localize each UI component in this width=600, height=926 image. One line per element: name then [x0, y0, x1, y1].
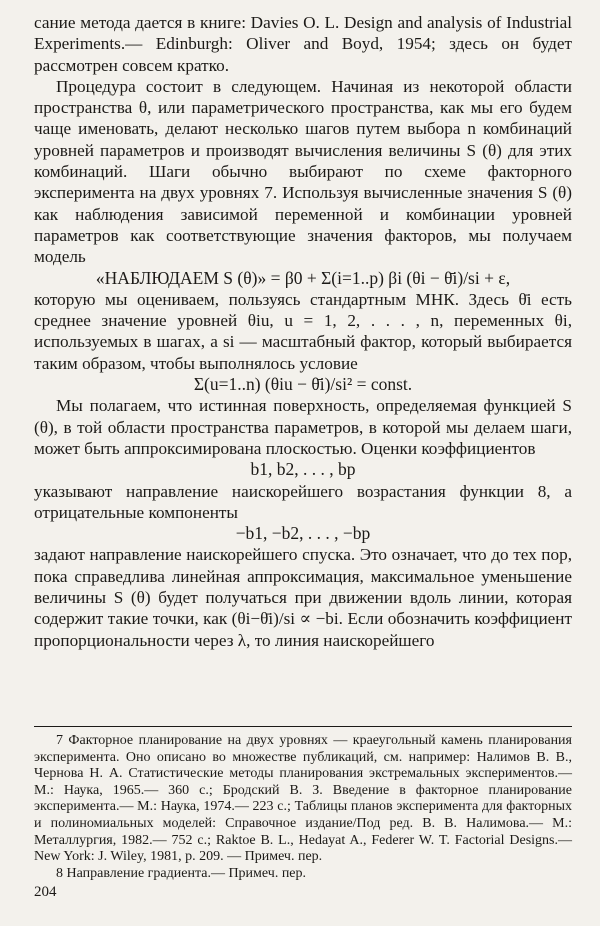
page-number: 204	[34, 884, 57, 900]
paragraph-6: задают направление наискорейшего спуска. Это означает, что до тех пор, пока справедлива линейная аппроксимация, максимальное уменьшение величины S (θ) будет получаться при движении вдоль линии, которая содержит такие точки, как (θi−θ̄i)/si ∝ −bi. Если обозначить коэффициент пропорциональности через λ, то линия наискорейшего	[34, 545, 572, 650]
footnote-8: 8 Направление градиента.— Примеч. пер.	[56, 865, 307, 881]
negative-coefficients-text: −b1, −b2, . . . , −bp	[235, 523, 371, 544]
main-text	[34, 12, 572, 651]
paragraph-5: указывают направление наискорейшего возрастания функции 8, а отрицательные компоненты	[34, 481, 572, 522]
coefficients-formula-text: b1, b2, . . . , bp	[250, 459, 356, 480]
model-formula-text: «НАБЛЮДАЕМ S (θ)» = β0 + Σ(i=1..p) βi (θi − θ̄i)/si + ε,	[95, 267, 511, 288]
negative-coefficients-formula	[34, 523, 572, 544]
paragraph-2: Процедура состоит в следующем. Начиная из некоторой области пространства θ, или параметрического пространства, как мы его будем чаще именовать, делают несколько шагов путем выбора n комбинаций уровней параметров и производят вычисления величины S (θ) для этих комбинаций. Шаги обычно выбирают по схеме факторного эксперимента на двух уровнях 7. Используя вычисленные значения S (θ) как наблюдения зависимой переменной и комбинации уровней параметров как соответствующие значения факторов, мы получаем модель	[34, 76, 572, 267]
footnotes	[34, 726, 572, 882]
paragraph-3: которую мы оцениваем, пользуясь стандартным МНК. Здесь θ̄i есть среднее значение уровней θiu, u = 1, 2, . . . , n, переменных θi, используемых в шагах, а si — масштабный фактор, который выбирается таким образом, чтобы выполнялось условие	[34, 289, 572, 373]
condition-formula-text: Σ(u=1..n) (θiu − θ̄i)/si² = const.	[193, 374, 413, 395]
paragraph-4: Мы полагаем, что истинная поверхность, определяемая функцией S (θ), в той области пространства параметров, в которой мы делаем шаги, может быть аппроксимирована плоскостью. Оценки коэффициентов	[34, 396, 572, 458]
condition-formula	[34, 374, 572, 395]
paragraph-1: сание метода дается в книге: Davies O. L. Design and analysis of Industrial Experiments.— Edinburgh: Oliver and Boyd, 1954; здесь он будет рассмотрен совсем кратко.	[34, 13, 572, 75]
model-formula	[34, 268, 572, 289]
coefficients-formula	[34, 459, 572, 480]
footnote-7: 7 Факторное планирование на двух уровнях — краеугольный камень планирования эксперимента. Оно описано во множестве публикаций, см. например: Налимов В. В., Чернова Н. А. Статистические методы планирования экстремальных экспериментов.— М.: Наука, 1965.— 360 с.; Бродский В. З. Введение в факторное планирование эксперимента.— М.: Наука, 1974.— 223 с.; Таблицы планов эксперимента для факторных и полиномиальных моделей: Справочное издание/Под ред. В. В. Налимова.— М.: Металлургия, 1982.— 752 с.; Raktoe B. L., Hedayat A., Federer W. T. Factorial Designs.— New York: J. Wiley, 1981, p. 209. — Примеч. пер.	[34, 733, 572, 865]
